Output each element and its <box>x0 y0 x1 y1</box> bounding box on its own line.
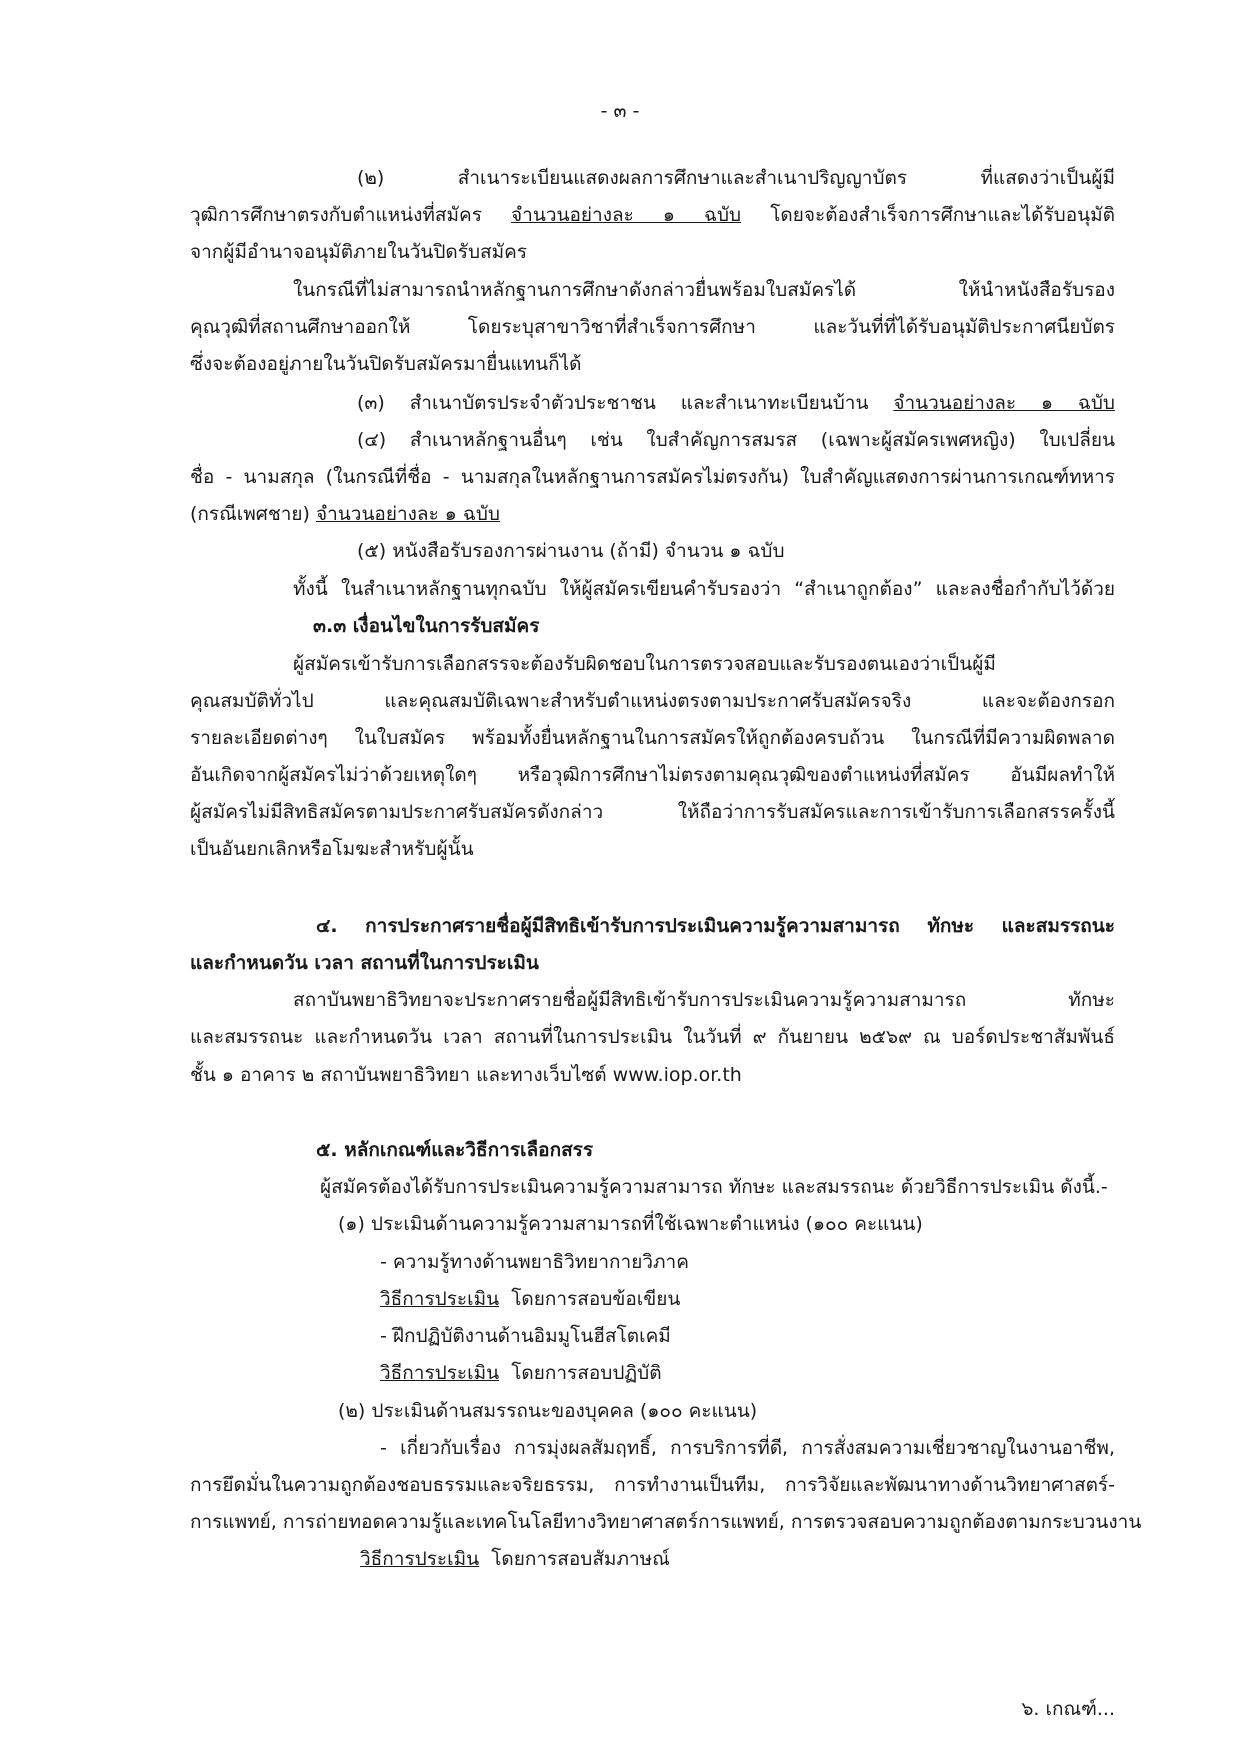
continuation-footer: ๖. เกณฑ์... <box>1021 1698 1115 1720</box>
criteria-2-line-3: การแพทย์, การถ่ายทอดความรู้และเทคโนโลยีทางวิทยาศาสตร์การแพทย์, การตรวจสอบความถูกต้องตามกระบวนงาน <box>190 1511 1142 1533</box>
item-4-text: (กรณีเพศชาย) <box>190 503 316 525</box>
section-4-heading-line-1: ๔. การประกาศรายชื่อผู้มีสิทธิเข้ารับการประเมินความรู้ความสามารถ ทักษะ และสมรรถนะ <box>316 915 1115 937</box>
section-3-3-line-1: ผู้สมัครเข้ารับการเลือกสรรจะต้องรับผิดชอบในการตรวจสอบและรับรองตนเองว่าเป็นผู้มี <box>293 653 996 675</box>
item-2-line-1: (๒) สำเนาระเบียนแสดงผลการศึกษาและสำเนาปริญญาบัตร ที่แสดงว่าเป็นผู้มี <box>357 167 1115 189</box>
item-2-line-3: จากผู้มีอำนาจอนุมัติภายในวันปิดรับสมัคร <box>190 241 528 263</box>
section-5-intro: ผู้สมัครต้องได้รับการประเมินความรู้ความสามารถ ทักษะ และสมรรถนะ ด้วยวิธีการประเมิน ดังนี้.- <box>320 1176 1108 1198</box>
item-2-text-end: โดยจะต้องสำเร็จการศึกษาและได้รับอนุมัติ <box>741 204 1115 226</box>
criteria-2-line-1: - เกี่ยวกับเรื่อง การมุ่งผลสัมฤทธิ์, การบริการที่ดี, การสั่งสมความเชี่ยวชาญในงานอาชีพ, <box>380 1437 1115 1459</box>
item-2-line-2 <box>190 202 1115 228</box>
section-4-heading-line-2: และกำหนดวัน เวลา สถานที่ในการประเมิน <box>190 952 539 974</box>
item-3-copies: จำนวนอย่างละ ๑ ฉบับ <box>893 392 1115 414</box>
item-2-text: วุฒิการศึกษาตรงกับตำแหน่งที่สมัคร <box>190 204 512 226</box>
section-3-3-line-3: รายละเอียดต่างๆ ในใบสมัคร พร้อมทั้งยื่นหลักฐานในการสมัครให้ถูกต้องครบถ้วน ในกรณีที่มีความผิดพลาด <box>190 727 1115 749</box>
item-3 <box>357 390 1115 416</box>
page-number: - ๓ - <box>600 100 640 122</box>
method-interview: โดยการสอบสัมภาษณ์ <box>479 1548 670 1570</box>
criteria-1-practice: - ฝึกปฏิบัติงานด้านอิมมูโนฮีสโตเคมี <box>380 1325 671 1347</box>
item-3-text: (๓) สำเนาบัตรประจำตัวประชาชน และสำเนาทะเบียนบ้าน <box>357 392 894 414</box>
section-3-3-line-6: เป็นอันยกเลิกหรือโมฆะสำหรับผู้นั้น <box>190 838 474 860</box>
item-4-copies: จำนวนอย่างละ ๑ ฉบับ <box>315 503 500 525</box>
section-4-line-3: ชั้น ๑ อาคาร ๒ สถาบันพยาธิวิทยา และทางเว็บไซต์ www.iop.or.th <box>190 1064 742 1086</box>
certify-note: ทั้งนี้ ในสำเนาหลักฐานทุกฉบับ ให้ผู้สมัครเขียนคำรับรองว่า “สำเนาถูกต้อง” และลงชื่อกำกับไว้ด้วย <box>293 578 1115 600</box>
method-label: วิธีการประเมิน <box>360 1548 480 1570</box>
item-2-line-6: ซึ่งจะต้องอยู่ภายในวันปิดรับสมัครมายื่นแทนก็ได้ <box>190 353 582 375</box>
item-5: (๕) หนังสือรับรองการผ่านงาน (ถ้ามี) จำนวน ๑ ฉบับ <box>357 540 785 562</box>
criteria-2-line-2: การยึดมั่นในความถูกต้องชอบธรรมและจริยธรรม, การทำงานเป็นทีม, การวิจัยและพัฒนาทางด้านวิทยาศาสตร์- <box>190 1474 1115 1496</box>
item-2-line-4: ในกรณีที่ไม่สามารถนำหลักฐานการศึกษาดังกล่าวยื่นพร้อมใบสมัครได้ ให้นำหนังสือรับรอง <box>293 279 1115 301</box>
method-written-exam: โดยการสอบข้อเขียน <box>499 1288 681 1310</box>
section-3-3-line-2: คุณสมบัติทั่วไป และคุณสมบัติเฉพาะสำหรับตำแหน่งตรงตามประกาศรับสมัครจริง และจะต้องกรอก <box>190 690 1115 712</box>
method-practical-exam: โดยการสอบปฏิบัติ <box>499 1362 662 1384</box>
criteria-1-knowledge: - ความรู้ทางด้านพยาธิวิทยากายวิภาค <box>380 1251 689 1273</box>
method-label: วิธีการประเมิน <box>380 1362 500 1384</box>
item-4-line-1: (๔) สำเนาหลักฐานอื่นๆ เช่น ใบสำคัญการสมรส (เฉพาะผู้สมัครเพศหญิง) ใบเปลี่ยน <box>357 429 1115 451</box>
criteria-1: (๑) ประเมินด้านความรู้ความสามารถที่ใช้เฉพาะตำแหน่ง (๑๐๐ คะแนน) <box>338 1213 923 1235</box>
criteria-2: (๒) ประเมินด้านสมรรถนะของบุคคล (๑๐๐ คะแนน) <box>338 1400 758 1422</box>
criteria-1-knowledge-method <box>380 1286 680 1312</box>
section-3-3-line-4: อันเกิดจากผู้สมัครไม่ว่าด้วยเหตุใดๆ หรือวุฒิการศึกษาไม่ตรงตามคุณวุฒิของตำแหน่งที่สมัคร อันมีผลทำให้ <box>190 764 1115 786</box>
section-4-line-1: สถาบันพยาธิวิทยาจะประกาศรายชื่อผู้มีสิทธิเข้ารับการประเมินความรู้ความสามารถ ทักษะ <box>293 989 1115 1011</box>
section-3-3-heading: ๓.๓ เงื่อนไขในการรับสมัคร <box>313 615 540 637</box>
criteria-1-practice-method <box>380 1360 662 1386</box>
method-label: วิธีการประเมิน <box>380 1288 500 1310</box>
item-4-line-3 <box>190 501 500 527</box>
item-4-line-2: ชื่อ - นามสกุล (ในกรณีที่ชื่อ - นามสกุลในหลักฐานการสมัครไม่ตรงกัน) ใบสำคัญแสดงการผ่านการเกณฑ์ทหาร <box>190 466 1115 488</box>
item-2-line-5: คุณวุฒิที่สถานศึกษาออกให้ โดยระบุสาขาวิชาที่สำเร็จการศึกษา และวันที่ที่ได้รับอนุมัติประกาศนียบัตร <box>190 316 1115 338</box>
section-3-3-line-5: ผู้สมัครไม่มีสิทธิสมัครตามประกาศรับสมัครดังกล่าว ให้ถือว่าการรับสมัครและการเข้ารับการเลือกสรรครั้งนี้ <box>190 801 1115 823</box>
criteria-2-method <box>360 1546 670 1572</box>
section-5-heading: ๕. หลักเกณฑ์และวิธีการเลือกสรร <box>316 1139 594 1161</box>
item-2-copies: จำนวนอย่างละ ๑ ฉบับ <box>511 204 742 226</box>
section-4-line-2: และสมรรถนะ และกำหนดวัน เวลา สถานที่ในการประเมิน ในวันที่ ๙ กันยายน ๒๕๖๙ ณ บอร์ดประชาสัมพันธ์ <box>190 1026 1115 1048</box>
